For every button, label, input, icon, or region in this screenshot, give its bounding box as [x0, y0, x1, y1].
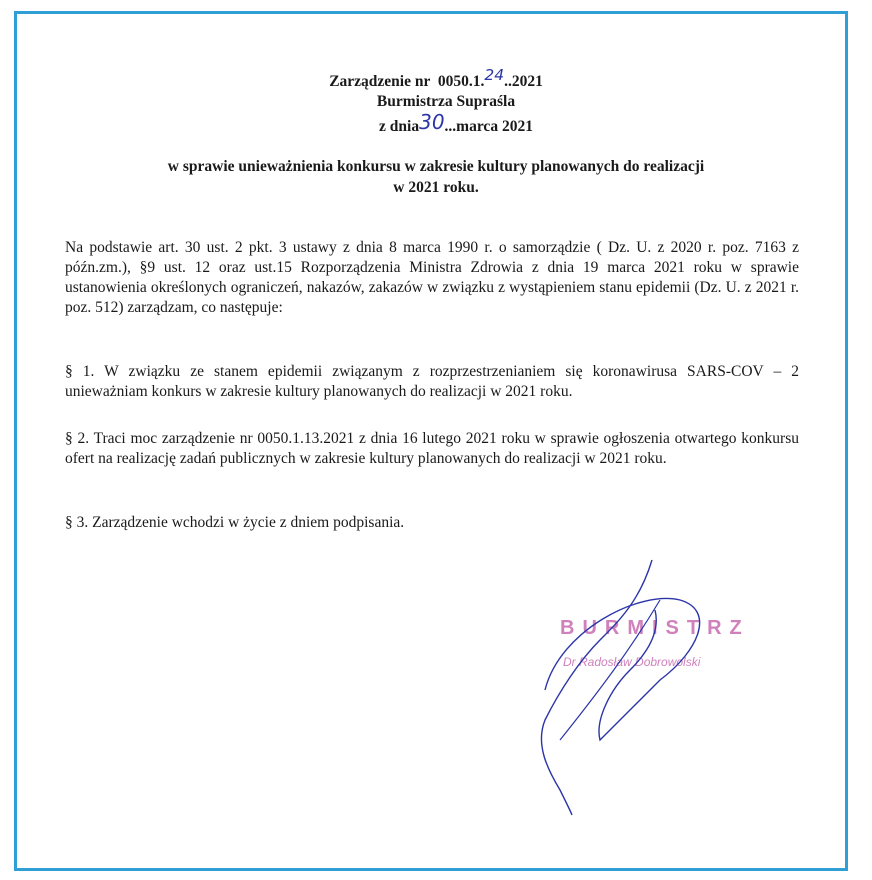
handwritten-number: 24	[484, 66, 505, 84]
date-prefix: z dnia	[379, 118, 420, 135]
issuer-text: Burmistrza Supraśla	[376, 93, 516, 110]
ordinance-number-year: 2021	[511, 73, 543, 90]
subject-text-1: w sprawie unieważnienia konkursu w zakresie kultury planowanych do realizacji	[167, 158, 705, 175]
section-1: § 1. W związku ze stanem epidemii związanym z rozprzestrzenianiem się koronawirusa SARS-COV – 2 unieważniam konkurs w zakresie kultury planowanych do realizacji w 2021 roku.	[65, 363, 799, 400]
stamp-name: Dr Radosław Dobrowolski	[563, 655, 701, 669]
section-3: § 3. Zarządzenie wchodzi w życie z dniem podpisania.	[65, 514, 405, 531]
signature-loop	[541, 560, 652, 815]
date-suffix: ...marca 2021	[444, 118, 533, 135]
section-2: § 2. Traci moc zarządzenie nr 0050.1.13.2021 z dnia 16 lutego 2021 roku w sprawie ogłoszenia otwartego konkursu ofert na realizację zadań publicznych w zakresie kultury planowanych do realizacji w 2021 roku.	[65, 430, 799, 467]
handwritten-day: 30	[419, 110, 445, 134]
ordinance-number-dots: ..	[504, 73, 512, 90]
ordinance-number-prefix: Zarządzenie nr 0050.1.	[329, 73, 485, 90]
subject-text-2: w 2021 roku.	[393, 179, 479, 196]
stamp-title: BURMISTRZ	[560, 617, 750, 639]
signature-oval	[545, 598, 700, 740]
preamble: Na podstawie art. 30 ust. 2 pkt. 3 ustawy z dnia 8 marca 1990 r. o samorządzie ( Dz. U. z 2020 r. poz. 7163 z późn.zm.), §9 ust. 12 oraz ust.15 Rozporządzenia Ministra Zdrowia z dnia 19 marca 2021 roku w sprawie ustanowienia określonych ograniczeń, nakazów, zakazów w związku z wystąpieniem stanu epidemii (Dz. U. z 2021 r. poz. 512) zarządzam, co następuje:	[65, 239, 799, 316]
